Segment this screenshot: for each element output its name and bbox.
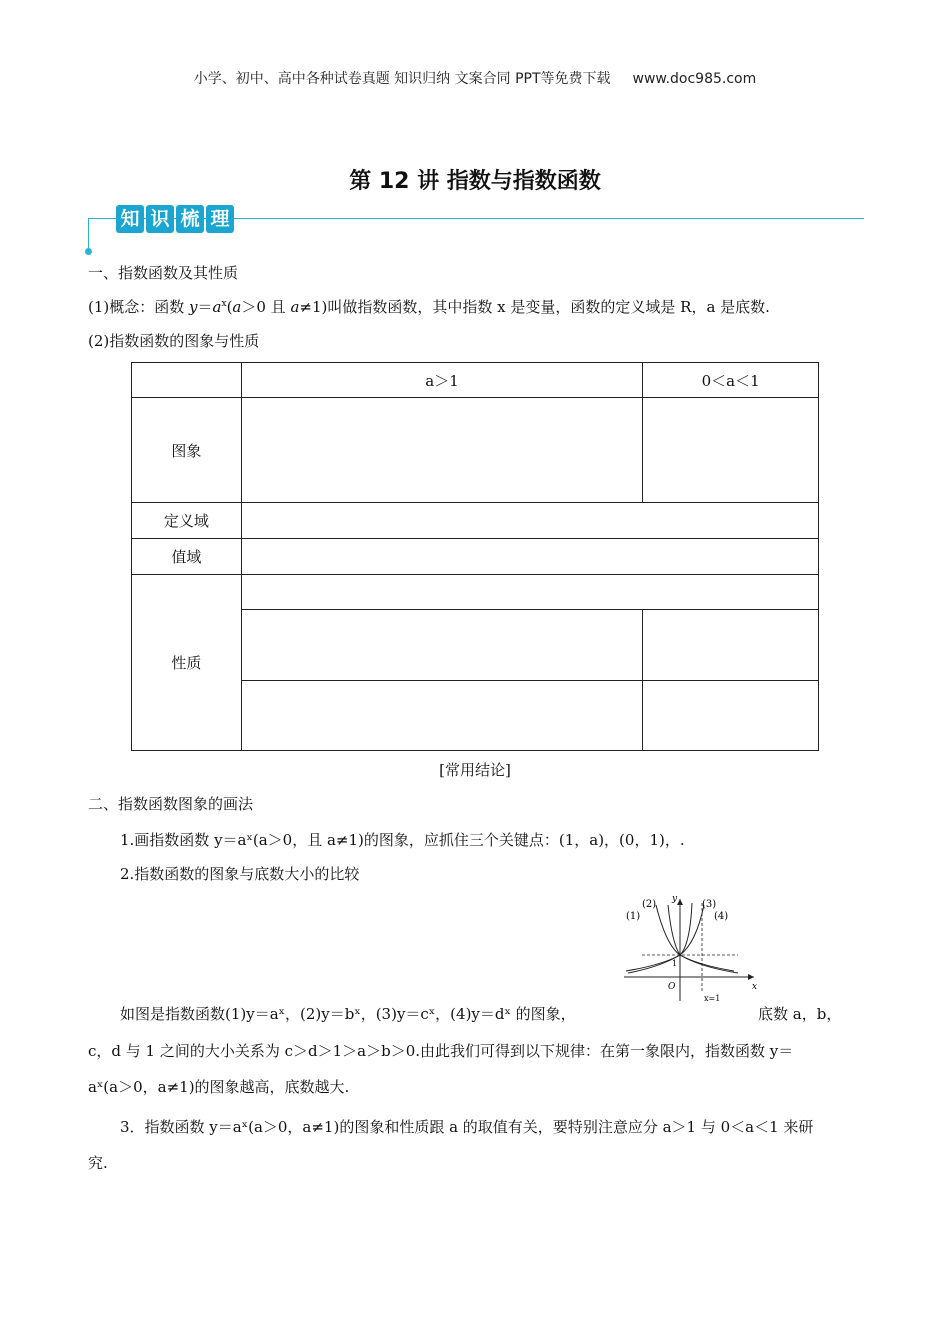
concept-prefix: (1)概念：函数	[88, 298, 190, 316]
section-char: 知	[116, 205, 144, 233]
section-tag	[88, 203, 864, 253]
conclusion-label: [常用结论]	[439, 761, 511, 779]
label-axis-y: y	[672, 894, 678, 904]
item2: 2.指数函数的图象与底数大小的比较	[120, 865, 360, 883]
label-curve-2: (2)	[642, 899, 657, 910]
item3-line-2: 究.	[88, 1154, 108, 1172]
row-props-label: 性质	[132, 575, 242, 751]
banner-site: www.doc985.com	[632, 71, 757, 87]
page-title: 第 12 讲 指数与指数函数	[349, 169, 601, 194]
item1: 1.画指数函数 y＝aˣ(a＞0，且 a≠1)的图象，应抓住三个关键点：(1，a)，(0，1)，.	[120, 831, 685, 849]
label-curve-3: (3)	[702, 899, 717, 910]
row-domain-label: 定义域	[132, 503, 242, 539]
properties-table	[131, 362, 819, 751]
label-vline: x=1	[704, 994, 721, 1003]
label-origin: O	[668, 982, 676, 992]
banner-text: 小学、初中、高中各种试卷真题 知识归纳 文案合同 PPT等免费下载	[193, 71, 611, 87]
para-line-3: aˣ(a＞0，a≠1)的图象越高，底数越大.	[88, 1078, 350, 1096]
concept-line: (1)概念：函数 $y=a^x(a>0$ 且 a≠1)叫做指数函数，其中指数 x 是变量，函数的定义域是 R，a 是底数.	[88, 298, 770, 316]
part2-heading: 二、指数函数图象的画法	[88, 795, 254, 813]
header-a-gt-1: a＞1	[241, 363, 642, 398]
section-char: 理	[206, 205, 234, 233]
label-curve-1: (1)	[626, 911, 641, 922]
range-cell	[241, 539, 818, 575]
section-dot	[85, 248, 92, 255]
row-range-label: 值域	[132, 539, 242, 575]
section-label	[116, 205, 234, 233]
header-a-lt-1: 0＜a＜1	[643, 363, 819, 398]
label-axis-x: x	[752, 982, 758, 992]
concept-rest: 叫做指数函数，其中指数 x 是变量，函数的定义域是 R，a 是底数.	[327, 298, 770, 316]
item3-line-1: 3．指数函数 y＝aˣ(a＞0，a≠1)的图象和性质跟 a 的取值有关，要特别注意应分 a＞1 与 0＜a＜1 来研	[120, 1118, 814, 1136]
figure-text: 如图是指数函数(1)y＝aˣ，(2)y＝bˣ，(3)y＝cˣ，(4)y＝dˣ 的图象，	[120, 1005, 576, 1023]
graph-cell-a-lt-1	[643, 398, 819, 503]
label-curve-4: (4)	[714, 911, 729, 922]
label-one: 1	[672, 959, 678, 968]
props-cell-2	[241, 610, 642, 681]
x-arrow	[748, 974, 754, 980]
section-char: 梳	[176, 205, 204, 233]
props-cell-3	[643, 610, 819, 681]
section-char: 识	[146, 205, 174, 233]
section-vrule	[88, 218, 89, 252]
domain-cell	[241, 503, 818, 539]
part1-heading: 一、指数函数及其性质	[88, 264, 239, 282]
table-heading: (2)指数函数的图象与性质	[88, 332, 260, 350]
para-line-2: c，d 与 1 之间的大小关系为 c＞d＞1＞a＞b＞0.由此我们可得到以下规律：在第一象限内，指数函数 y＝	[88, 1042, 794, 1060]
props-cell-4	[241, 681, 642, 751]
y-arrow	[677, 899, 683, 905]
props-cell-1	[241, 575, 818, 610]
page-banner	[0, 68, 950, 88]
graph-cell-a-gt-1	[241, 398, 642, 503]
props-cell-5	[643, 681, 819, 751]
table-corner	[132, 363, 242, 398]
figure-text-tail: 底数 a，b，	[758, 1005, 842, 1023]
row-graph-label: 图象	[132, 398, 242, 503]
exponential-graph	[620, 893, 760, 1005]
